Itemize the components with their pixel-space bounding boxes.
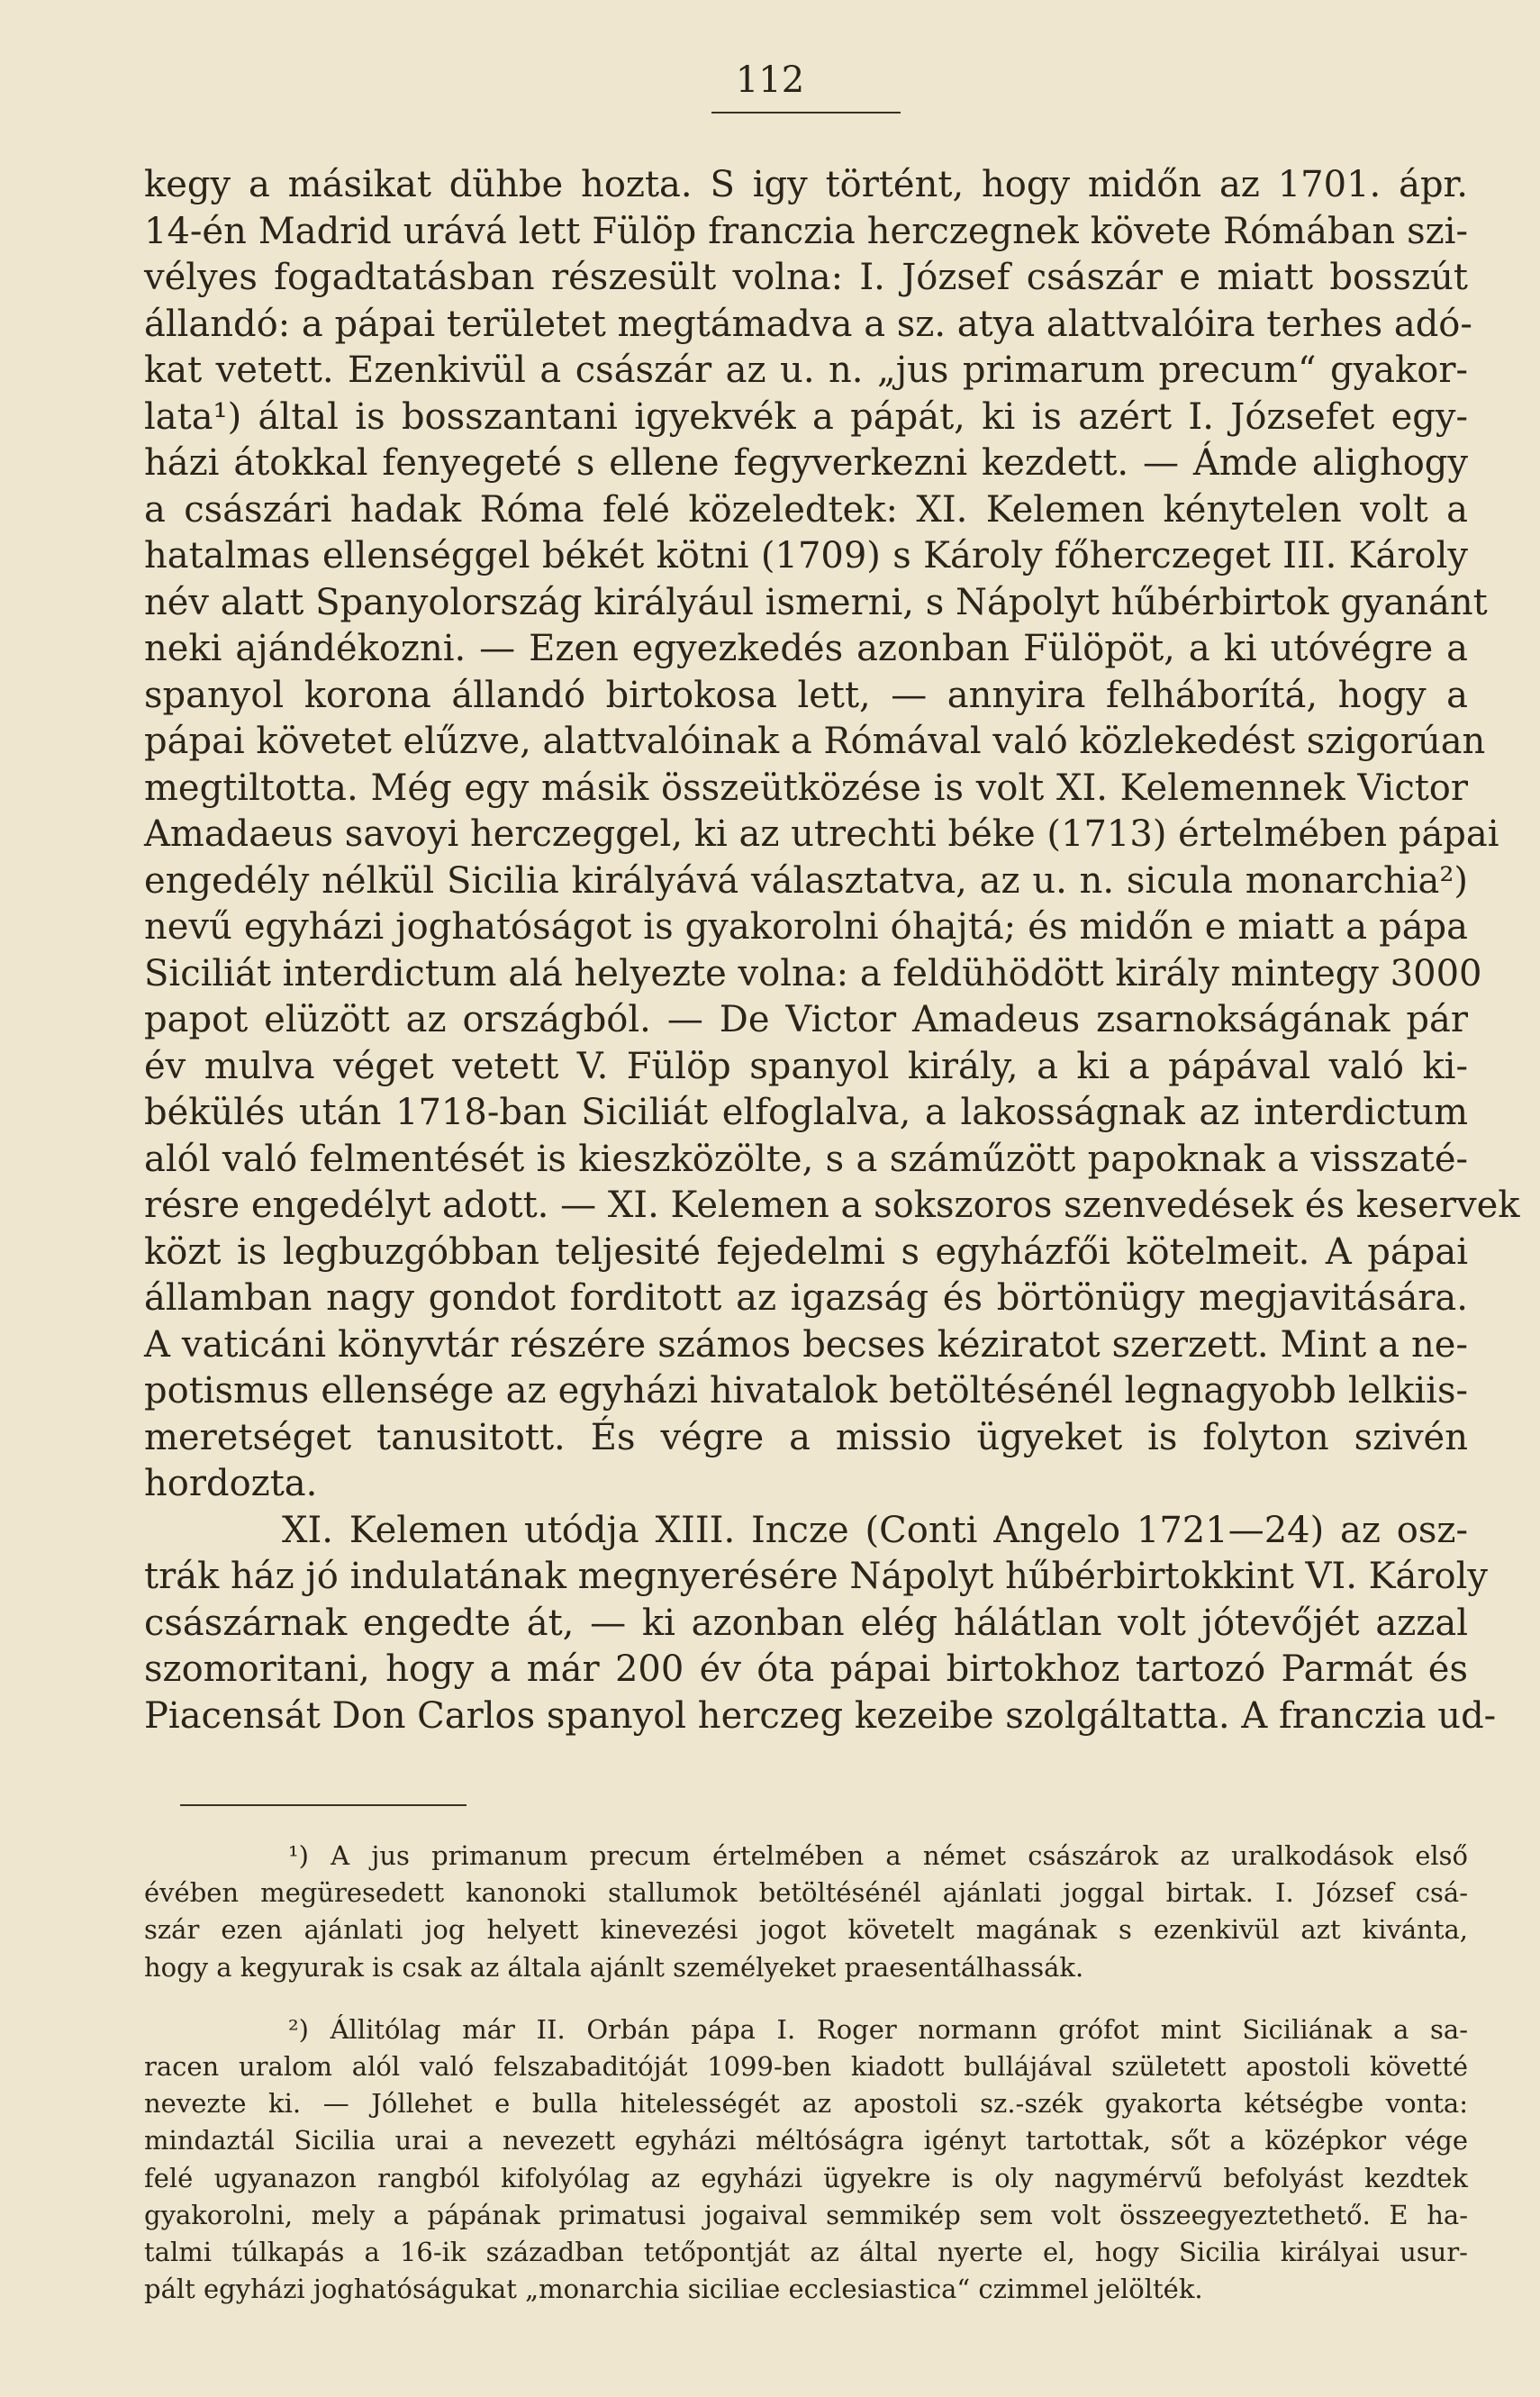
footnote-line: évében megüresedett kanonoki stallumok betöltésénél ajánlati joggal birtak. I. József csá- bbox=[144, 1877, 1468, 1909]
text-line: császárnak engedte át, — ki azonban elég hálátlan volt jótevőjét azzal bbox=[144, 1602, 1468, 1644]
text-line: közt is legbuzgóbban teljesité fejedelmi s egyházfői kötelmeit. A pápai bbox=[144, 1230, 1468, 1273]
text-line: állandó: a pápai területet megtámadva a sz. atya alattvalóira terhes adó- bbox=[144, 303, 1472, 345]
main-text bbox=[144, 162, 1520, 1739]
text-line: megtiltotta. Még egy másik összeütközése is volt XI. Kelemennek Victor bbox=[144, 767, 1468, 809]
footnote-line: mindaztál Sicilia urai a nevezett egyházi méltóságra igényt tartottak, sőt a középkor vége bbox=[144, 2125, 1468, 2156]
text-line: trák ház jó indulatának megnyerésére Nápolyt hűbérbirtokkint VI. Károly bbox=[144, 1556, 1488, 1597]
footnote-rule bbox=[180, 1804, 467, 1806]
text-line: hatalmas ellenséggel békét kötni (1709) s Károly főherczeget III. Károly bbox=[144, 535, 1468, 577]
text-line: neki ajándékozni. — Ezen egyezkedés azonban Fülöpöt, a ki utóvégre a bbox=[144, 628, 1468, 669]
text-line: Piacensát Don Carlos spanyol herczeg kezeibe szolgáltatta. A franczia ud- bbox=[144, 1694, 1497, 1737]
text-line: lata¹) által is bosszantani igyekvék a pápát, ki is azért I. Józsefet egy- bbox=[144, 395, 1468, 438]
text-line: spanyol korona állandó birtokosa lett, — annyira felháborítá, hogy a bbox=[144, 674, 1468, 716]
footnote-line: felé ugyanazon rangból kifolyólag az egyházi ügyekre is oly nagymérvű befolyást kezdtek bbox=[144, 2162, 1468, 2193]
text-line: kegy a másikat dühbe hozta. S igy történt, hogy midőn az 1701. ápr. bbox=[144, 164, 1468, 205]
text-line: A vaticáni könyvtár részére számos becses kéziratot szerzett. Mint a ne- bbox=[144, 1323, 1468, 1366]
paragraph-start-line: XI. Kelemen utódja XIII. Incze (Conti Angelo 1721—24) az osz- bbox=[282, 1509, 1468, 1551]
text-line: házi átokkal fenyegeté s ellene fegyverkezni kezdett. — Ámde alighogy bbox=[144, 442, 1468, 484]
text-line: év mulva véget vetett V. Fülöp spanyol király, a ki a pápával való ki- bbox=[144, 1045, 1468, 1087]
footnote-line: talmi túlkapás a 16-ik században tetőpontját az által nyerte el, hogy Sicilia királyai usur- bbox=[144, 2237, 1468, 2268]
footnotes bbox=[144, 1838, 1468, 2308]
footnote-line: szár ezen ajánlati jog helyett kinevezési jogot követelt magának s ezenkivül azt kivánta, bbox=[144, 1914, 1468, 1946]
footnote-line: gyakorolni, mely a pápának primatusi jogaival semmikép sem volt összeegyeztethető. E ha- bbox=[144, 2199, 1468, 2230]
text-line: Amadaeus savoyi herczeggel, ki az utrechti béke (1713) értelmében pápai bbox=[144, 813, 1499, 855]
text-line: szomoritani, hogy a már 200 év óta pápai birtokhoz tartozó Parmát és bbox=[144, 1648, 1468, 1690]
text-line: név alatt Spanyolország királyául ismerni, s Nápolyt hűbérbirtok gyanánt bbox=[144, 581, 1488, 623]
footnote-line: racen uralom alól való felszabaditóját 1099-ben kiadott bullájával született apostoli követté bbox=[144, 2051, 1468, 2083]
text-line: nevű egyházi joghatóságot is gyakorolni óhajtá; és midőn e miatt a pápa bbox=[144, 906, 1468, 948]
text-line: résre engedélyt adott. — XI. Kelemen a sokszoros szenvedések és keservek bbox=[144, 1185, 1520, 1226]
text-line: 14-én Madrid urává lett Fülöp franczia herczegnek követe Rómában szi- bbox=[144, 210, 1468, 252]
text-line: hordozta. bbox=[144, 1463, 318, 1504]
text-line: papot elüzött az országból. — De Victor Amadeus zsarnokságának pár bbox=[144, 999, 1468, 1040]
text-line: békülés után 1718-ban Siciliát elfoglalva, a lakosságnak az interdictum bbox=[144, 1092, 1468, 1133]
footnote-line: pált egyházi joghatóságukat „monarchia siciliae ecclesiastica“ czimmel jelölték. bbox=[144, 2274, 1203, 2305]
footnote-line: ²) Állitólag már II. Orbán pápa I. Roger normann grófot mint Siciliának a sa- bbox=[288, 2013, 1468, 2045]
header-rule bbox=[711, 112, 901, 113]
text-line: engedély nélkül Sicilia királyává választatva, az u. n. sicula monarchia²) bbox=[144, 859, 1468, 902]
text-line: Siciliát interdictum alá helyezte volna: a feldühödött király mintegy 3000 bbox=[144, 952, 1482, 994]
text-line: kat vetett. Ezenkivül a császár az u. n. „jus primarum precum“ gyakor- bbox=[144, 350, 1468, 391]
page-number: 112 bbox=[735, 59, 805, 101]
text-line: vélyes fogadtatásban részesült volna: I. József császár e miatt bosszút bbox=[144, 257, 1468, 298]
footnote-line: hogy a kegyurak is csak az általa ajánlt személyeket praesentálhassák. bbox=[144, 1951, 1084, 1983]
text-line: államban nagy gondot forditott az igazság és börtönügy megjavitására. bbox=[144, 1277, 1468, 1319]
text-line: pápai követet elűzve, alattvalóinak a Rómával való közlekedést szigorúan bbox=[144, 721, 1486, 762]
footnote-line: nevezte ki. — Jóllehet e bulla hitelességét az apostoli sz.-szék gyakorta kétségbe vonta: bbox=[144, 2088, 1468, 2120]
text-line: a császári hadak Róma felé közeledtek: XI. Kelemen kénytelen volt a bbox=[144, 488, 1468, 531]
text-line: alól való felmentését is kieszközölte, s a száműzött papoknak a visszaté- bbox=[144, 1138, 1468, 1180]
footnote-line: ¹) A jus primanum precum értelmében a német császárok az uralkodások első bbox=[288, 1840, 1468, 1871]
text-line: meretséget tanusitott. És végre a missio ügyeket is folyton szivén bbox=[144, 1416, 1468, 1458]
text-line: potismus ellensége az egyházi hivatalok betöltésénél legnagyobb lelkiis- bbox=[144, 1370, 1468, 1412]
